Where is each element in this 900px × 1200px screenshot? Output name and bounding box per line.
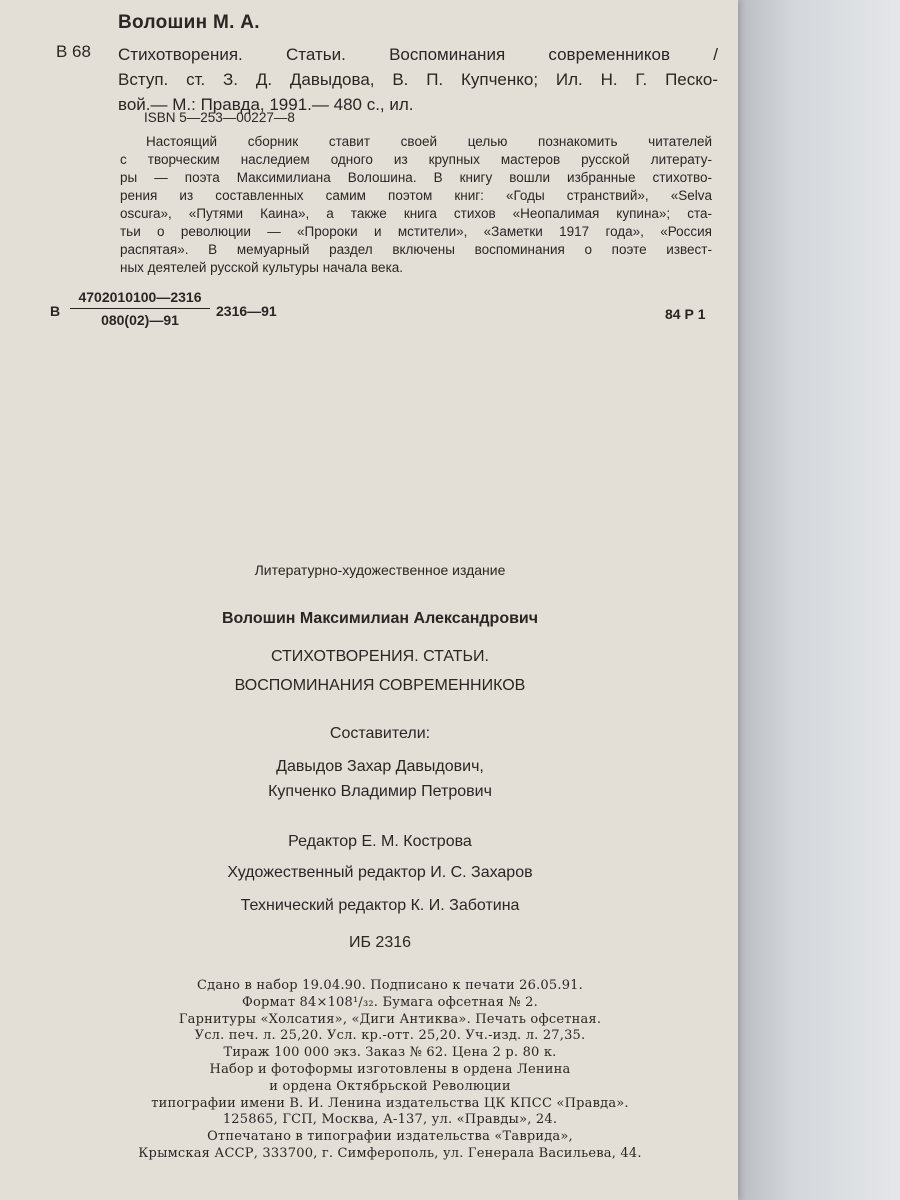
background-surface (738, 0, 900, 1200)
full-author-name: Волошин Максимилиан Александрович (221, 610, 539, 627)
classification-numerator: 4702010100—2316 (70, 289, 210, 309)
classification-suffix: 2316—91 (216, 303, 277, 319)
editor-credit: Редактор Е. М. Кострова (288, 833, 472, 850)
imprint-line: Усл. печ. л. 25,20. Усл. кр.-отт. 25,20. Уч.-изд. л. 27,35. (194, 1028, 586, 1044)
annotation-line: ных деятелей русской культуры начала века. (120, 260, 404, 275)
bbk-code: 84 Р 1 (665, 306, 706, 322)
art-editor-credit: Художественный редактор И. С. Захаров (227, 864, 533, 881)
imprint-line: Сдано в набор 19.04.90. Подписано к печати 26.05.91. (197, 978, 583, 993)
annotation-line: с творческим наследием одного из крупных мастеров русской литерату- (120, 152, 712, 167)
annotation-line: ры — поэта Максимилиана Волошина. В книгу вошли избранные стихотво- (120, 170, 712, 185)
imprint-line: 125865, ГСП, Москва, А-137, ул. «Правды», 24. (222, 1112, 558, 1128)
classification-denominator: 080(02)—91 (101, 312, 179, 328)
imprint-line: Тираж 100 000 экз. Заказ № 62. Цена 2 р. 80 к. (223, 1045, 557, 1061)
imprint-line: Отпечатано в типографии издательства «Таврида», (207, 1129, 573, 1145)
compiler-name: Давыдов Захар Давыдович, (276, 758, 484, 775)
annotation-line: рения из составленных самим поэтом книг: «Годы странствий», «Selva (120, 188, 712, 203)
annotation-line: Настоящий сборник ставит своей целью познакомить читателей (146, 134, 712, 149)
card-code-left: В 68 (56, 42, 91, 61)
imprint-line: Крымская АССР, 333700, г. Симферополь, ул. Генерала Васильева, 44. (138, 1145, 642, 1161)
imprint-block (40, 978, 740, 1163)
classification-fraction (70, 289, 210, 328)
imprint-line: Гарнитуры «Холсатия», «Диги Антиква». Печать офсетная. (178, 1011, 602, 1027)
isbn: ISBN 5—253—00227—8 (144, 110, 295, 125)
biblio-line: Вступ. ст. З. Д. Давыдова, В. П. Купченко; Ил. Н. Г. Песко- (118, 70, 718, 89)
compilers-label: Составители: (329, 725, 431, 742)
book-title-line: СТИХОТВОРЕНИЯ. СТАТЬИ. (271, 648, 489, 665)
card-author-heading: Волошин М. А. (118, 12, 260, 33)
annotation-line: распятая». В мемуарный раздел включены воспоминания о поэте извест- (120, 242, 712, 257)
imprint-line: типографии имени В. И. Ленина издательства ЦК КПСС «Правда». (151, 1095, 629, 1111)
tech-editor-credit: Технический редактор К. И. Заботина (240, 897, 520, 914)
classification-letter: В (50, 303, 61, 319)
bibliographic-description (118, 42, 718, 117)
annotation-line: oscura», «Путями Каина», а также книга стихов «Неопалимая купина»; ста- (120, 206, 712, 221)
edition-genre: Литературно-художественное издание (254, 562, 506, 578)
annotation (120, 133, 712, 277)
biblio-line: Стихотворения. Статьи. Воспоминания современников / (118, 45, 718, 64)
ib-number: ИБ 2316 (348, 934, 412, 951)
imprint-line: и ордена Октябрьской Революции (269, 1078, 511, 1094)
annotation-line: тьи о революции — «Пророки и мстители», «Заметки 1917 года», «Россия (120, 224, 712, 239)
biblio-line: вой.— М.: Правда, 1991.— 480 с., ил. (118, 95, 414, 114)
imprint-line: Формат 84×108¹/₃₂. Бумага офсетная № 2. (242, 994, 538, 1010)
compiler-name: Купченко Владимир Петрович (268, 783, 492, 800)
book-title-line: ВОСПОМИНАНИЯ СОВРЕМЕННИКОВ (234, 677, 526, 694)
imprint-line: Набор и фотоформы изготовлены в ордена Ленина (209, 1061, 571, 1077)
